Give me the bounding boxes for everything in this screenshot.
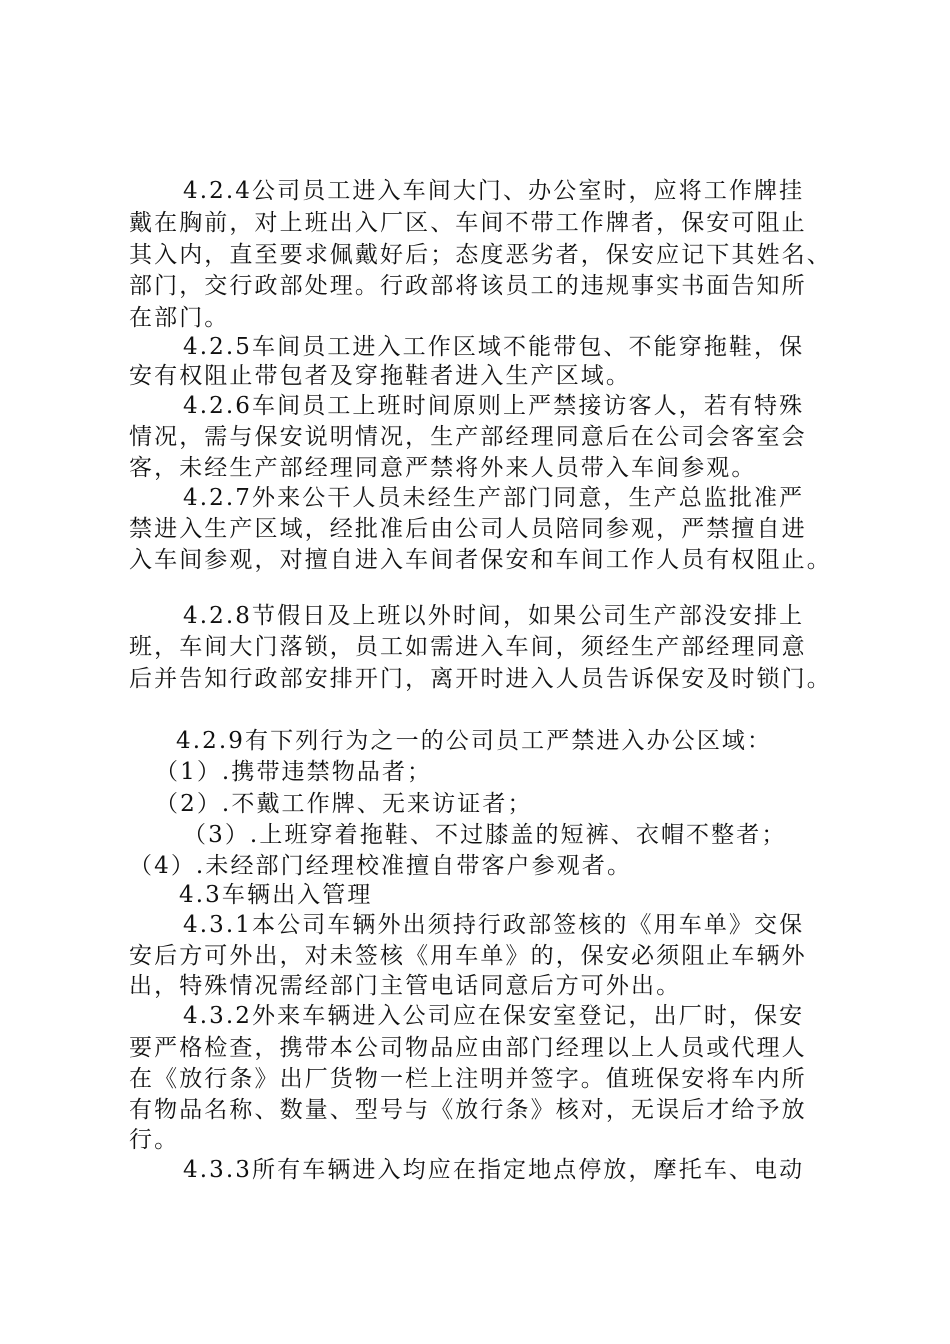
list-item: （2）.不戴工作牌、无来访证者； (155, 791, 533, 817)
text-line: 在部门。 (129, 305, 230, 331)
text-line: 4.3.2外来车辆进入公司应在保安室登记，出厂时，保安 (183, 1003, 805, 1029)
text-line: 情况，需与保安说明情况，生产部经理同意后在公司会客室会 (129, 424, 807, 450)
text-line: 4.2.9有下列行为之一的公司员工严禁进入办公区域： (176, 728, 773, 754)
list-item: （3）.上班穿着拖鞋、不过膝盖的短裤、衣帽不整者； (183, 822, 787, 848)
text-line: 客，未经生产部经理同意严禁将外来人员带入车间参观。 (129, 455, 757, 481)
text-line: 禁进入生产区域，经批准后由公司人员陪同参观，严禁擅自进 (129, 516, 807, 542)
section-heading: 4.3车辆出入管理 (179, 882, 373, 908)
text-line: 4.2.6车间员工上班时间原则上严禁接访客人，若有特殊 (183, 393, 805, 419)
text-line: 在《放行条》出厂货物一栏上注明并签字。值班保安将车内所 (129, 1066, 807, 1092)
text-line: 安有权阻止带包者及穿拖鞋者进入生产区域。 (129, 363, 631, 389)
text-line: 安后方可外出，对未签核《用车单》的，保安必须阻止车辆外 (129, 943, 807, 969)
text-line: 行。 (129, 1127, 180, 1153)
text-line: 其入内，直至要求佩戴好后；态度恶劣者，保安应记下其姓名、 (129, 242, 832, 268)
text-line: 4.2.4公司员工进入车间大门、办公室时，应将工作牌挂 (183, 178, 805, 204)
text-line: 要严格检查，携带本公司物品应由部门经理以上人员或代理人 (129, 1035, 807, 1061)
text-line: 4.2.5车间员工进入工作区域不能带包、不能穿拖鞋，保 (183, 334, 805, 360)
text-line: 出，特殊情况需经部门主管电话同意后方可外出。 (129, 973, 682, 999)
text-line: 入车间参观，对擅自进入车间者保安和车间工作人员有权阻止。 (129, 547, 832, 573)
text-line: 4.3.3所有车辆进入均应在指定地点停放，摩托车、电动 (183, 1157, 805, 1183)
text-line: 班，车间大门落锁，员工如需进入车间，须经生产部经理同意 (129, 634, 807, 660)
text-line: 4.2.8节假日及上班以外时间，如果公司生产部没安排上 (183, 603, 805, 629)
list-item: （4）.未经部门经理校准擅自带客户参观者。 (129, 853, 633, 879)
text-line: 戴在胸前，对上班出入厂区、车间不带工作牌者，保安可阻止 (129, 210, 807, 236)
text-line: 4.2.7外来公干人员未经生产部门同意，生产总监批准严 (183, 485, 805, 511)
text-line: 4.3.1本公司车辆外出须持行政部签核的《用车单》交保 (183, 912, 805, 938)
list-item: （1）.携带违禁物品者； (155, 759, 433, 785)
text-line: 有物品名称、数量、型号与《放行条》核对，无误后才给予放 (129, 1097, 807, 1123)
text-line: 后并告知行政部安排开门，离开时进入人员告诉保安及时锁门。 (129, 666, 832, 692)
text-line: 部门，交行政部处理。行政部将该员工的违规事实书面告知所 (129, 273, 807, 299)
